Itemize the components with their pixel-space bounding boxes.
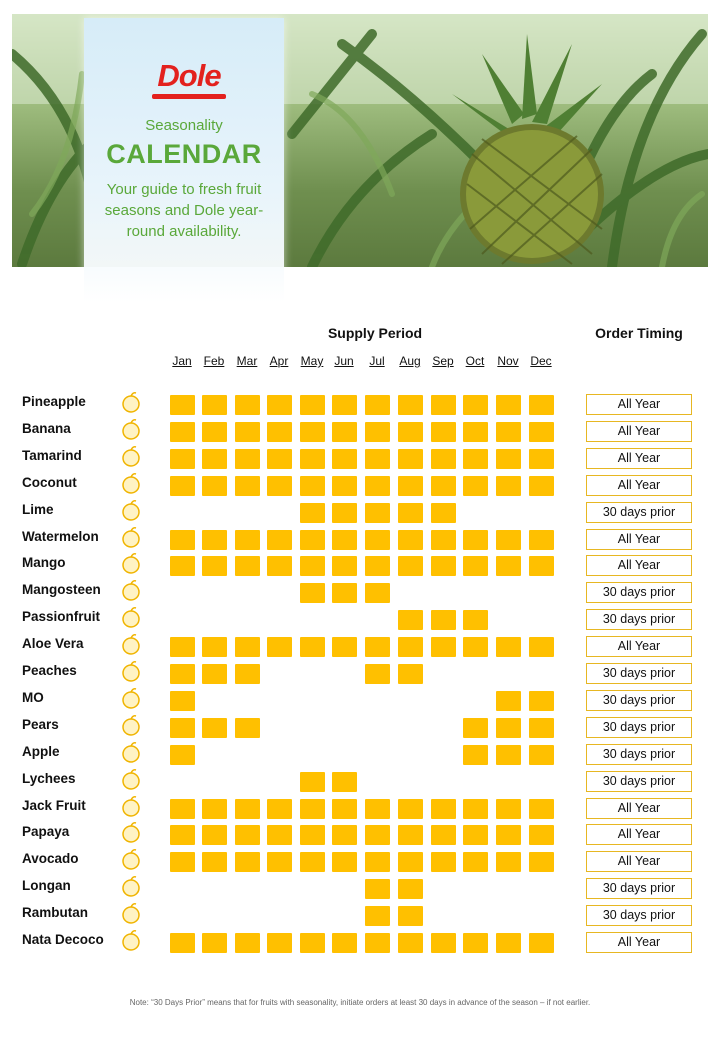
supply-cell-mar <box>235 449 260 469</box>
fruit-name: Mangosteen <box>22 582 101 598</box>
order-timing-box: 30 days prior <box>586 663 692 684</box>
supply-cell-jan <box>170 476 195 496</box>
supply-cell-oct <box>463 610 488 630</box>
supply-cell-nov <box>496 852 521 872</box>
supply-cell-jul <box>365 422 390 442</box>
supply-cell-dec <box>529 799 554 819</box>
supply-cell-jun <box>332 556 357 576</box>
supply-cell-jun <box>332 825 357 845</box>
banner-title: CALENDAR <box>106 139 262 169</box>
supply-cell-sep <box>431 610 456 630</box>
watermelon-icon <box>118 525 144 551</box>
supply-cell-aug <box>398 476 423 496</box>
supply-cell-jan <box>170 556 195 576</box>
order-timing-box: All Year <box>586 394 692 415</box>
supply-cell-apr <box>267 530 292 550</box>
supply-cell-jun <box>332 772 357 792</box>
fruit-name: Apple <box>22 743 60 759</box>
supply-cell-dec <box>529 691 554 711</box>
supply-cell-dec <box>529 449 554 469</box>
supply-cell-dec <box>529 530 554 550</box>
longan-icon <box>118 874 144 900</box>
peaches-icon <box>118 659 144 685</box>
supply-cell-jul <box>365 476 390 496</box>
month-label-apr: Apr <box>269 354 289 368</box>
supply-cell-jul <box>365 583 390 603</box>
supply-cell-jun <box>332 449 357 469</box>
fruit-row <box>0 717 720 743</box>
fruit-name: Coconut <box>22 474 77 490</box>
supply-cell-mar <box>235 530 260 550</box>
supply-cell-nov <box>496 422 521 442</box>
supply-cell-jul <box>365 637 390 657</box>
mo-icon <box>118 686 144 712</box>
supply-cell-aug <box>398 799 423 819</box>
fruit-name: Jack Fruit <box>22 797 86 813</box>
nata-decoco-icon <box>118 928 144 954</box>
supply-cell-nov <box>496 395 521 415</box>
fruit-row <box>0 448 720 474</box>
supply-cell-jan <box>170 933 195 953</box>
supply-cell-aug <box>398 933 423 953</box>
supply-cell-mar <box>235 556 260 576</box>
supply-cell-nov <box>496 933 521 953</box>
supply-cell-jan <box>170 449 195 469</box>
fruit-row <box>0 824 720 850</box>
order-timing-box: All Year <box>586 421 692 442</box>
supply-cell-mar <box>235 718 260 738</box>
supply-cell-nov <box>496 825 521 845</box>
supply-cell-nov <box>496 745 521 765</box>
supply-cell-dec <box>529 852 554 872</box>
order-timing-box: 30 days prior <box>586 878 692 899</box>
fruit-name: Lime <box>22 501 54 517</box>
supply-cell-jul <box>365 825 390 845</box>
mango-icon <box>118 551 144 577</box>
supply-cell-jun <box>332 799 357 819</box>
supply-cell-oct <box>463 637 488 657</box>
fruit-name: Lychees <box>22 770 76 786</box>
month-label-nov: Nov <box>497 354 519 368</box>
supply-cell-oct <box>463 825 488 845</box>
supply-cell-feb <box>202 476 227 496</box>
supply-cell-jan <box>170 691 195 711</box>
supply-cell-feb <box>202 852 227 872</box>
supply-cell-mar <box>235 825 260 845</box>
month-label-may: May <box>300 354 324 368</box>
supply-cell-oct <box>463 852 488 872</box>
fruit-name: Tamarind <box>22 447 82 463</box>
banner-kicker: Seasonality <box>145 117 223 134</box>
supply-cell-sep <box>431 825 456 845</box>
fruit-row <box>0 582 720 608</box>
pineapple-icon <box>118 390 144 416</box>
supply-cell-mar <box>235 476 260 496</box>
fruit-name: Rambutan <box>22 905 89 921</box>
supply-cell-dec <box>529 556 554 576</box>
supply-period-header: Supply Period <box>327 325 423 341</box>
supply-cell-jan <box>170 799 195 819</box>
fruit-row <box>0 690 720 716</box>
supply-cell-aug <box>398 879 423 899</box>
supply-cell-jul <box>365 503 390 523</box>
supply-cell-may <box>300 449 325 469</box>
supply-cell-aug <box>398 422 423 442</box>
supply-cell-jan <box>170 718 195 738</box>
supply-cell-jan <box>170 852 195 872</box>
supply-cell-aug <box>398 664 423 684</box>
supply-cell-feb <box>202 933 227 953</box>
order-timing-box: All Year <box>586 555 692 576</box>
supply-cell-sep <box>431 503 456 523</box>
supply-cell-jan <box>170 825 195 845</box>
order-timing-box: 30 days prior <box>586 690 692 711</box>
fruit-row <box>0 663 720 689</box>
supply-cell-oct <box>463 395 488 415</box>
supply-cell-feb <box>202 718 227 738</box>
pear-icon <box>118 713 144 739</box>
supply-cell-jul <box>365 449 390 469</box>
month-label-jul: Jul <box>369 354 385 368</box>
supply-cell-may <box>300 395 325 415</box>
supply-cell-dec <box>529 476 554 496</box>
supply-cell-feb <box>202 422 227 442</box>
fruit-row <box>0 529 720 555</box>
lychee-icon <box>118 767 144 793</box>
supply-cell-sep <box>431 637 456 657</box>
supply-cell-nov <box>496 556 521 576</box>
supply-cell-jul <box>365 906 390 926</box>
supply-cell-oct <box>463 556 488 576</box>
supply-cell-aug <box>398 556 423 576</box>
month-label-sep: Sep <box>432 354 454 368</box>
supply-cell-jun <box>332 503 357 523</box>
order-timing-box: 30 days prior <box>586 717 692 738</box>
supply-cell-sep <box>431 395 456 415</box>
supply-cell-aug <box>398 530 423 550</box>
jackfruit-icon <box>118 794 144 820</box>
supply-cell-aug <box>398 906 423 926</box>
fruit-name: Banana <box>22 420 71 436</box>
fruit-name: Papaya <box>22 824 70 840</box>
supply-cell-jan <box>170 422 195 442</box>
order-timing-box: All Year <box>586 798 692 819</box>
supply-cell-jul <box>365 530 390 550</box>
supply-cell-sep <box>431 449 456 469</box>
fruit-row <box>0 878 720 904</box>
fruit-row <box>0 905 720 931</box>
supply-cell-mar <box>235 852 260 872</box>
supply-cell-aug <box>398 852 423 872</box>
supply-cell-oct <box>463 476 488 496</box>
supply-cell-jul <box>365 395 390 415</box>
fruit-name: Pineapple <box>22 394 86 409</box>
fruit-name: Passionfruit <box>22 609 101 625</box>
fruit-row <box>0 421 720 447</box>
supply-cell-feb <box>202 664 227 684</box>
supply-cell-dec <box>529 718 554 738</box>
fruit-name: Aloe Vera <box>22 636 84 652</box>
supply-cell-may <box>300 799 325 819</box>
order-timing-box: 30 days prior <box>586 905 692 926</box>
order-timing-box: All Year <box>586 529 692 550</box>
supply-cell-apr <box>267 825 292 845</box>
order-timing-box: All Year <box>586 851 692 872</box>
fruit-name: Avocado <box>22 851 79 867</box>
supply-cell-jan <box>170 530 195 550</box>
supply-cell-jun <box>332 530 357 550</box>
supply-cell-apr <box>267 933 292 953</box>
supply-cell-sep <box>431 933 456 953</box>
supply-cell-may <box>300 852 325 872</box>
supply-cell-jan <box>170 637 195 657</box>
supply-cell-jul <box>365 556 390 576</box>
supply-cell-feb <box>202 799 227 819</box>
dole-logo: Dole <box>146 58 232 104</box>
supply-cell-jan <box>170 664 195 684</box>
supply-cell-apr <box>267 852 292 872</box>
mangosteen-icon <box>118 578 144 604</box>
supply-cell-mar <box>235 664 260 684</box>
papaya-icon <box>118 820 144 846</box>
order-timing-box: All Year <box>586 475 692 496</box>
order-timing-box: All Year <box>586 636 692 657</box>
supply-cell-aug <box>398 503 423 523</box>
fruit-row <box>0 771 720 797</box>
supply-cell-mar <box>235 395 260 415</box>
supply-cell-oct <box>463 933 488 953</box>
supply-cell-dec <box>529 637 554 657</box>
month-header-row <box>0 354 720 372</box>
aloe-vera-icon <box>118 632 144 658</box>
supply-cell-jul <box>365 799 390 819</box>
supply-cell-jun <box>332 933 357 953</box>
supply-cell-nov <box>496 637 521 657</box>
fruit-name: Nata Decoco <box>22 932 104 947</box>
supply-cell-may <box>300 637 325 657</box>
month-label-mar: Mar <box>236 354 258 368</box>
supply-cell-aug <box>398 610 423 630</box>
supply-cell-dec <box>529 825 554 845</box>
avocado-icon <box>118 847 144 873</box>
supply-cell-aug <box>398 637 423 657</box>
supply-cell-may <box>300 825 325 845</box>
fruit-name: Longan <box>22 878 71 894</box>
supply-cell-may <box>300 503 325 523</box>
fruit-row <box>0 609 720 635</box>
tamarind-icon <box>118 444 144 470</box>
month-label-oct: Oct <box>465 354 485 368</box>
supply-cell-feb <box>202 637 227 657</box>
order-timing-header: Order Timing <box>595 325 683 341</box>
supply-cell-jul <box>365 664 390 684</box>
supply-cell-aug <box>398 825 423 845</box>
supply-cell-aug <box>398 449 423 469</box>
supply-cell-sep <box>431 422 456 442</box>
fruit-name: Peaches <box>22 663 77 678</box>
fruit-row <box>0 851 720 877</box>
fruit-name: MO <box>22 689 44 705</box>
supply-cell-feb <box>202 825 227 845</box>
supply-cell-oct <box>463 745 488 765</box>
supply-cell-may <box>300 476 325 496</box>
supply-cell-feb <box>202 395 227 415</box>
supply-cell-may <box>300 422 325 442</box>
supply-cell-apr <box>267 799 292 819</box>
supply-cell-apr <box>267 556 292 576</box>
supply-cell-jun <box>332 637 357 657</box>
supply-cell-feb <box>202 556 227 576</box>
footnote: Note: “30 Days Prior” means that for fruits with seasonality, initiate orders at least 30 days in advance of the season – if not earlier. <box>129 998 591 1007</box>
fruit-row <box>0 555 720 581</box>
fruit-row <box>0 502 720 528</box>
supply-cell-sep <box>431 556 456 576</box>
lime-icon <box>118 498 144 524</box>
fruit-row <box>0 744 720 770</box>
supply-cell-jul <box>365 852 390 872</box>
month-label-jun: Jun <box>334 354 354 368</box>
fruit-row <box>0 932 720 958</box>
supply-cell-oct <box>463 530 488 550</box>
supply-cell-sep <box>431 530 456 550</box>
supply-cell-oct <box>463 799 488 819</box>
month-label-feb: Feb <box>203 354 225 368</box>
fruit-row <box>0 394 720 420</box>
supply-cell-apr <box>267 422 292 442</box>
banner-tagline: Your guide to fresh fruit seasons and Dole year-round availability. <box>104 181 264 240</box>
month-label-dec: Dec <box>530 354 552 368</box>
supply-cell-sep <box>431 799 456 819</box>
coconut-icon <box>118 471 144 497</box>
fruit-row <box>0 475 720 501</box>
supply-cell-apr <box>267 395 292 415</box>
supply-cell-oct <box>463 422 488 442</box>
supply-cell-jan <box>170 745 195 765</box>
order-timing-box: All Year <box>586 932 692 953</box>
supply-cell-sep <box>431 852 456 872</box>
order-timing-box: All Year <box>586 824 692 845</box>
supply-cell-mar <box>235 422 260 442</box>
order-timing-box: 30 days prior <box>586 609 692 630</box>
order-timing-box: 30 days prior <box>586 502 692 523</box>
supply-cell-dec <box>529 422 554 442</box>
apple-icon <box>118 740 144 766</box>
supply-cell-feb <box>202 449 227 469</box>
fruit-row <box>0 798 720 824</box>
supply-cell-feb <box>202 530 227 550</box>
order-timing-box: 30 days prior <box>586 771 692 792</box>
supply-cell-jun <box>332 476 357 496</box>
order-timing-box: All Year <box>586 448 692 469</box>
supply-cell-nov <box>496 799 521 819</box>
supply-cell-apr <box>267 637 292 657</box>
banana-icon <box>118 417 144 443</box>
supply-cell-mar <box>235 933 260 953</box>
supply-cell-nov <box>496 476 521 496</box>
supply-cell-nov <box>496 718 521 738</box>
supply-cell-jun <box>332 422 357 442</box>
supply-cell-dec <box>529 933 554 953</box>
supply-cell-aug <box>398 395 423 415</box>
supply-cell-jul <box>365 879 390 899</box>
order-timing-box: 30 days prior <box>586 582 692 603</box>
supply-cell-may <box>300 530 325 550</box>
supply-cell-jun <box>332 852 357 872</box>
supply-cell-dec <box>529 395 554 415</box>
passionfruit-icon <box>118 605 144 631</box>
supply-cell-sep <box>431 476 456 496</box>
fruit-row <box>0 636 720 662</box>
supply-cell-nov <box>496 691 521 711</box>
supply-cell-oct <box>463 449 488 469</box>
order-timing-box: 30 days prior <box>586 744 692 765</box>
supply-cell-apr <box>267 476 292 496</box>
supply-cell-may <box>300 583 325 603</box>
month-label-aug: Aug <box>399 354 421 368</box>
supply-cell-jul <box>365 933 390 953</box>
supply-cell-jun <box>332 583 357 603</box>
fruit-name: Watermelon <box>22 528 99 544</box>
supply-cell-may <box>300 772 325 792</box>
month-label-jan: Jan <box>172 354 192 368</box>
fruit-name: Pears <box>22 716 59 732</box>
supply-cell-mar <box>235 799 260 819</box>
supply-cell-oct <box>463 718 488 738</box>
supply-cell-apr <box>267 449 292 469</box>
supply-cell-nov <box>496 530 521 550</box>
supply-cell-may <box>300 933 325 953</box>
fruit-name: Mango <box>22 555 66 571</box>
supply-cell-jun <box>332 395 357 415</box>
rambutan-icon <box>118 901 144 927</box>
supply-cell-jan <box>170 395 195 415</box>
supply-cell-mar <box>235 637 260 657</box>
supply-cell-may <box>300 556 325 576</box>
supply-cell-dec <box>529 745 554 765</box>
supply-cell-nov <box>496 449 521 469</box>
